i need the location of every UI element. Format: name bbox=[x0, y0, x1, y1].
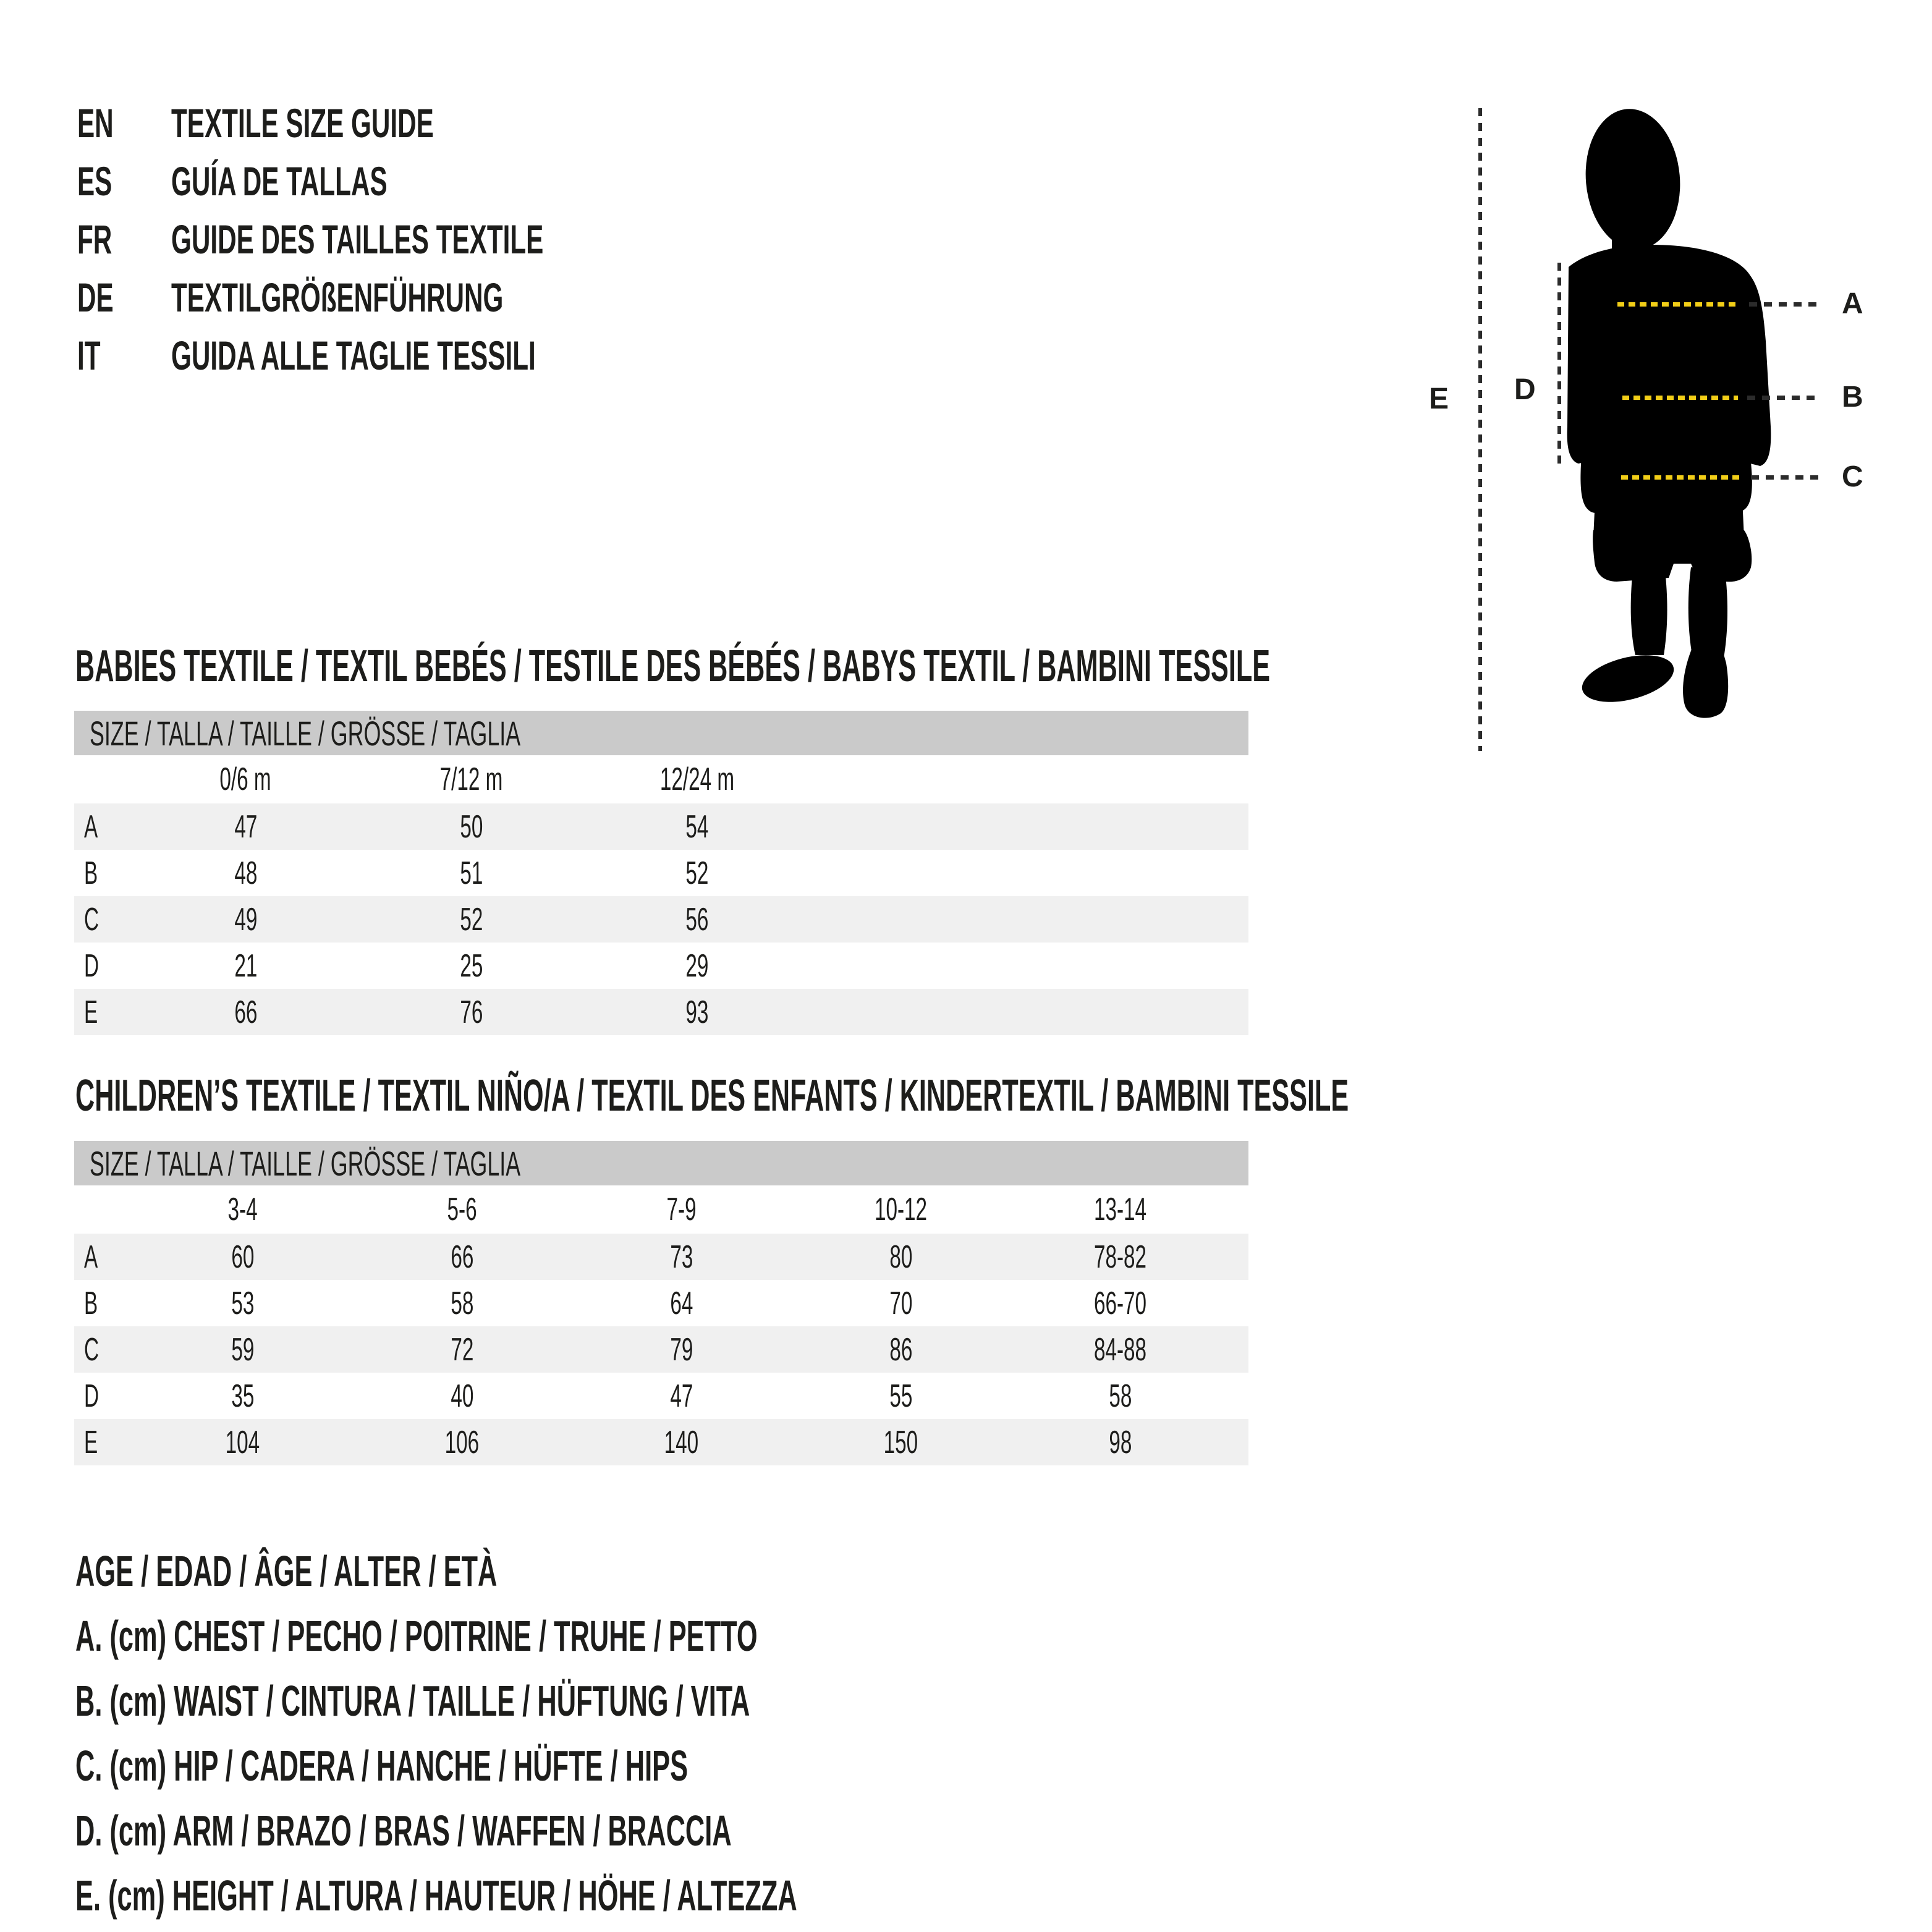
row-label: A bbox=[84, 808, 98, 845]
value-cell: 48 bbox=[234, 855, 258, 891]
hip-line-c-yellow bbox=[1621, 475, 1743, 480]
value-cell: 66 bbox=[450, 1239, 474, 1275]
column-header: 0/6 m bbox=[219, 761, 272, 797]
legend-chest-a: A. (cm) CHEST / PECHO / POITRINE / TRUHE / PETTO bbox=[75, 1612, 758, 1660]
value-cell: 84-88 bbox=[1093, 1331, 1147, 1368]
waist-line-b-dark bbox=[1747, 396, 1820, 400]
value-cell: 59 bbox=[231, 1331, 255, 1368]
value-cell: 98 bbox=[1108, 1424, 1132, 1460]
value-cell: 58 bbox=[450, 1285, 474, 1321]
arm-measure-line-d bbox=[1557, 263, 1561, 468]
value-cell: 66-70 bbox=[1093, 1285, 1147, 1321]
column-header: 5-6 bbox=[447, 1192, 477, 1227]
table-row-e bbox=[74, 989, 1248, 1035]
column-header: 3-4 bbox=[227, 1192, 258, 1227]
measurement-legend bbox=[75, 1539, 1239, 1928]
row-label: B bbox=[84, 855, 98, 891]
table-row-a bbox=[74, 1234, 1248, 1280]
language-code: ES bbox=[77, 158, 112, 204]
value-cell: 47 bbox=[234, 808, 258, 845]
table-row-c bbox=[74, 1326, 1248, 1373]
children-size-table bbox=[74, 1141, 1248, 1465]
guide-title-de: TEXTILGRÖßENFÜHRUNG bbox=[171, 274, 504, 320]
children-column-header-row bbox=[74, 1185, 1248, 1234]
row-label: B bbox=[84, 1285, 98, 1321]
value-cell: 53 bbox=[231, 1285, 255, 1321]
value-cell: 60 bbox=[231, 1239, 255, 1275]
measure-label-b: B bbox=[1842, 381, 1863, 413]
value-cell: 150 bbox=[883, 1424, 918, 1460]
babies-section-title: BABIES TEXTILE / TEXTIL BEBÉS / TESTILE DES BÉBÉS / BABYS TEXTIL / BAMBINI TESSILE bbox=[75, 642, 1271, 691]
value-cell: 29 bbox=[685, 947, 709, 984]
row-label: D bbox=[84, 947, 100, 984]
table-row-a bbox=[74, 803, 1248, 850]
measure-label-d: D bbox=[1514, 373, 1536, 406]
language-row-de bbox=[77, 268, 753, 326]
language-code: EN bbox=[77, 100, 114, 146]
table-row-c bbox=[74, 896, 1248, 943]
column-header: 7-9 bbox=[666, 1192, 697, 1227]
value-cell: 73 bbox=[669, 1239, 693, 1275]
value-cell: 56 bbox=[685, 901, 709, 938]
value-cell: 52 bbox=[459, 901, 483, 938]
table-row-b bbox=[74, 1280, 1248, 1326]
value-cell: 64 bbox=[669, 1285, 693, 1321]
language-row-fr bbox=[77, 210, 753, 268]
language-row-es bbox=[77, 152, 753, 210]
row-label: E bbox=[84, 994, 98, 1030]
value-cell: 70 bbox=[889, 1285, 913, 1321]
value-cell: 21 bbox=[234, 947, 258, 984]
value-cell: 78-82 bbox=[1093, 1239, 1147, 1275]
chest-line-a-yellow bbox=[1617, 302, 1739, 307]
value-cell: 40 bbox=[450, 1378, 474, 1414]
value-cell: 76 bbox=[459, 994, 483, 1030]
chest-line-a-dark bbox=[1749, 302, 1820, 307]
row-label: E bbox=[84, 1424, 98, 1460]
table-row-d bbox=[74, 943, 1248, 989]
value-cell: 86 bbox=[889, 1331, 913, 1368]
language-title-block bbox=[77, 94, 753, 384]
table-row-d bbox=[74, 1373, 1248, 1419]
language-code: DE bbox=[77, 274, 114, 320]
measure-label-a: A bbox=[1842, 287, 1863, 320]
measure-label-e: E bbox=[1429, 383, 1449, 415]
value-cell: 66 bbox=[234, 994, 258, 1030]
column-header: 13-14 bbox=[1093, 1192, 1147, 1227]
guide-title-it: GUIDA ALLE TAGLIE TESSILI bbox=[171, 333, 536, 378]
row-label: C bbox=[84, 901, 100, 938]
value-cell: 52 bbox=[685, 855, 709, 891]
value-cell: 25 bbox=[459, 947, 483, 984]
legend-height-e: E. (cm) HEIGHT / ALTURA / HAUTEUR / HÖHE / ALTEZZA bbox=[75, 1871, 797, 1920]
waist-line-b-yellow bbox=[1622, 396, 1738, 400]
value-cell: 55 bbox=[889, 1378, 913, 1414]
value-cell: 49 bbox=[234, 901, 258, 938]
value-cell: 47 bbox=[669, 1378, 693, 1414]
value-cell: 35 bbox=[231, 1378, 255, 1414]
row-label: C bbox=[84, 1331, 100, 1368]
children-size-header-bar bbox=[74, 1141, 1248, 1185]
babies-column-header-row bbox=[74, 755, 1248, 803]
value-cell: 140 bbox=[664, 1424, 699, 1460]
hip-line-c-dark bbox=[1751, 475, 1820, 480]
legend-waist-b: B. (cm) WAIST / CINTURA / TAILLE / HÜFTUNG / VITA bbox=[75, 1677, 750, 1725]
row-label: D bbox=[84, 1378, 100, 1414]
guide-title-es: GUÍA DE TALLAS bbox=[171, 158, 388, 204]
child-silhouette bbox=[1564, 105, 1792, 723]
size-header-label: SIZE / TALLA / TAILLE / GRÖSSE / TAGLIA bbox=[90, 1143, 521, 1183]
column-header: 7/12 m bbox=[439, 761, 503, 797]
guide-title-fr: GUIDE DES TAILLES TEXTILE bbox=[171, 216, 544, 262]
row-label: A bbox=[84, 1239, 98, 1275]
language-row-it bbox=[77, 326, 753, 384]
value-cell: 79 bbox=[669, 1331, 693, 1368]
language-row-en bbox=[77, 94, 753, 152]
legend-arm-d: D. (cm) ARM / BRAZO / BRAS / WAFFEN / BRACCIA bbox=[75, 1807, 732, 1855]
legend-age: AGE / EDAD / ÂGE / ALTER / ETÀ bbox=[75, 1547, 498, 1595]
column-header: 12/24 m bbox=[659, 761, 734, 797]
column-header: 10-12 bbox=[874, 1192, 928, 1227]
legend-hip-c: C. (cm) HIP / CADERA / HANCHE / HÜFTE / HIPS bbox=[75, 1742, 688, 1790]
babies-size-table bbox=[74, 711, 1248, 1035]
language-code: IT bbox=[77, 333, 101, 378]
value-cell: 93 bbox=[685, 994, 709, 1030]
value-cell: 51 bbox=[459, 855, 483, 891]
table-row-b bbox=[74, 850, 1248, 896]
value-cell: 58 bbox=[1108, 1378, 1132, 1414]
size-header-label: SIZE / TALLA / TAILLE / GRÖSSE / TAGLIA bbox=[90, 713, 521, 753]
children-section-title: CHILDREN’S TEXTILE / TEXTIL NIÑO/A / TEXTIL DES ENFANTS / KINDERTEXTIL / BAMBINI TESSILE bbox=[75, 1071, 1349, 1121]
language-code: FR bbox=[77, 216, 112, 262]
value-cell: 104 bbox=[225, 1424, 260, 1460]
value-cell: 106 bbox=[444, 1424, 480, 1460]
table-row-e bbox=[74, 1419, 1248, 1465]
value-cell: 72 bbox=[450, 1331, 474, 1368]
babies-size-header-bar bbox=[74, 711, 1248, 755]
value-cell: 54 bbox=[685, 808, 709, 845]
measure-label-c: C bbox=[1842, 460, 1863, 493]
value-cell: 50 bbox=[459, 808, 483, 845]
guide-title-en: TEXTILE SIZE GUIDE bbox=[171, 100, 434, 146]
value-cell: 80 bbox=[889, 1239, 913, 1275]
